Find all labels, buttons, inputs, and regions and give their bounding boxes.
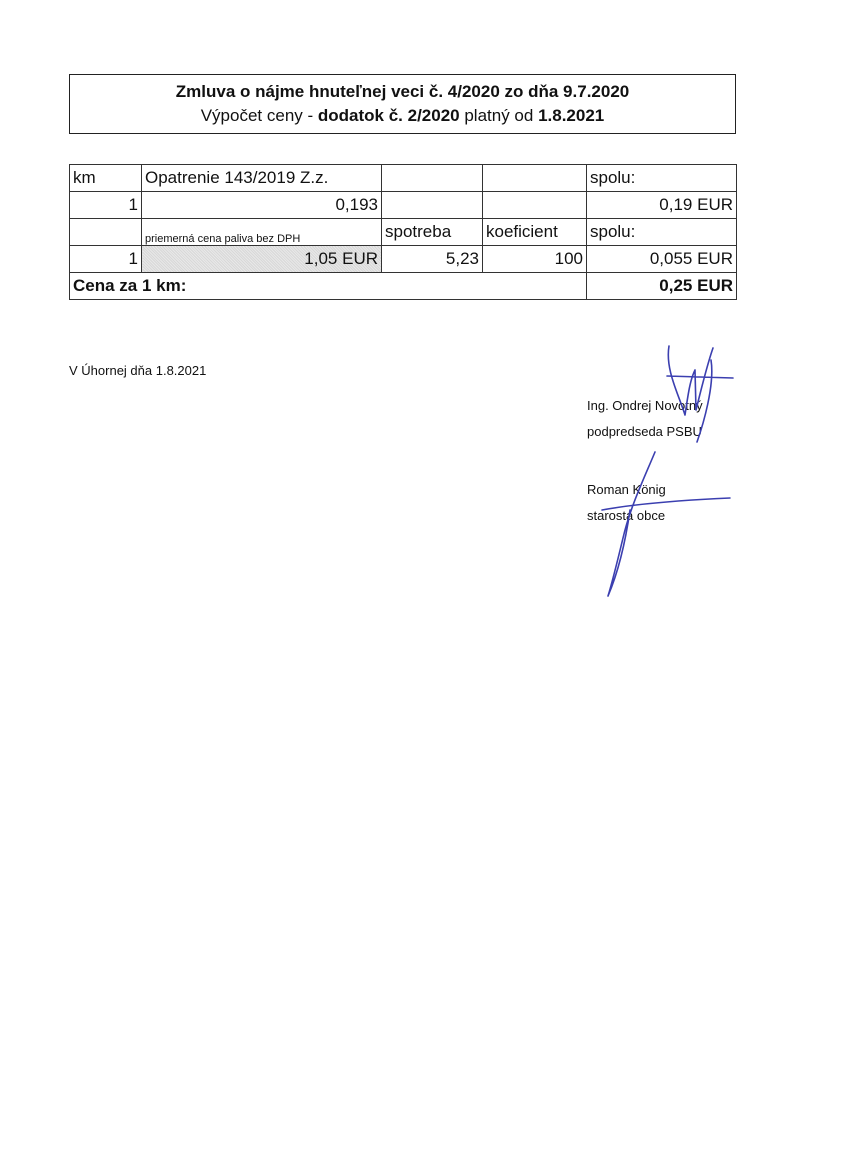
spolu-header: spolu: <box>587 219 737 246</box>
total-row <box>70 273 737 300</box>
signatory-name: Ing. Ondrej Novotný <box>587 398 703 413</box>
signatory-block-2 <box>587 477 666 529</box>
spotreba-value: 5,23 <box>382 246 483 273</box>
table-row <box>70 165 737 192</box>
signatory-role: starosta obce <box>587 508 666 523</box>
signatory-name: Roman König <box>587 482 666 497</box>
opatrenie-value: 0,193 <box>142 192 382 219</box>
table-row <box>70 219 737 246</box>
table-row <box>70 192 737 219</box>
signatory-role: podpredseda PSBU <box>587 424 702 439</box>
place-and-date: V Úhornej dňa 1.8.2021 <box>69 363 207 378</box>
total-label: Cena za 1 km: <box>70 273 587 300</box>
signatory-block-1 <box>587 393 703 445</box>
table-row <box>70 246 737 273</box>
fuel-price-label: priemerná cena paliva bez DPH <box>142 219 382 246</box>
empty-cell <box>483 165 587 192</box>
spolu-header: spolu: <box>587 165 737 192</box>
empty-cell <box>382 165 483 192</box>
empty-cell <box>70 219 142 246</box>
km-value: 1 <box>70 246 142 273</box>
km-header: km <box>70 165 142 192</box>
document-title-box <box>69 74 736 134</box>
empty-cell <box>483 192 587 219</box>
total-value: 0,25 EUR <box>587 273 737 300</box>
km-value: 1 <box>70 192 142 219</box>
spolu-value: 0,055 EUR <box>587 246 737 273</box>
koeficient-value: 100 <box>483 246 587 273</box>
price-calculation-table <box>69 164 737 300</box>
fuel-price-value: 1,05 EUR <box>142 246 382 273</box>
koeficient-header: koeficient <box>483 219 587 246</box>
calculation-subtitle: Výpočet ceny - dodatok č. 2/2020 platný od 1.8.2021 <box>200 106 605 125</box>
opatrenie-header: Opatrenie 143/2019 Z.z. <box>142 165 382 192</box>
empty-cell <box>382 192 483 219</box>
spolu-value: 0,19 EUR <box>587 192 737 219</box>
spotreba-header: spotreba <box>382 219 483 246</box>
contract-title: Zmluva o nájme hnuteľnej veci č. 4/2020 zo dňa 9.7.2020 <box>175 82 630 101</box>
